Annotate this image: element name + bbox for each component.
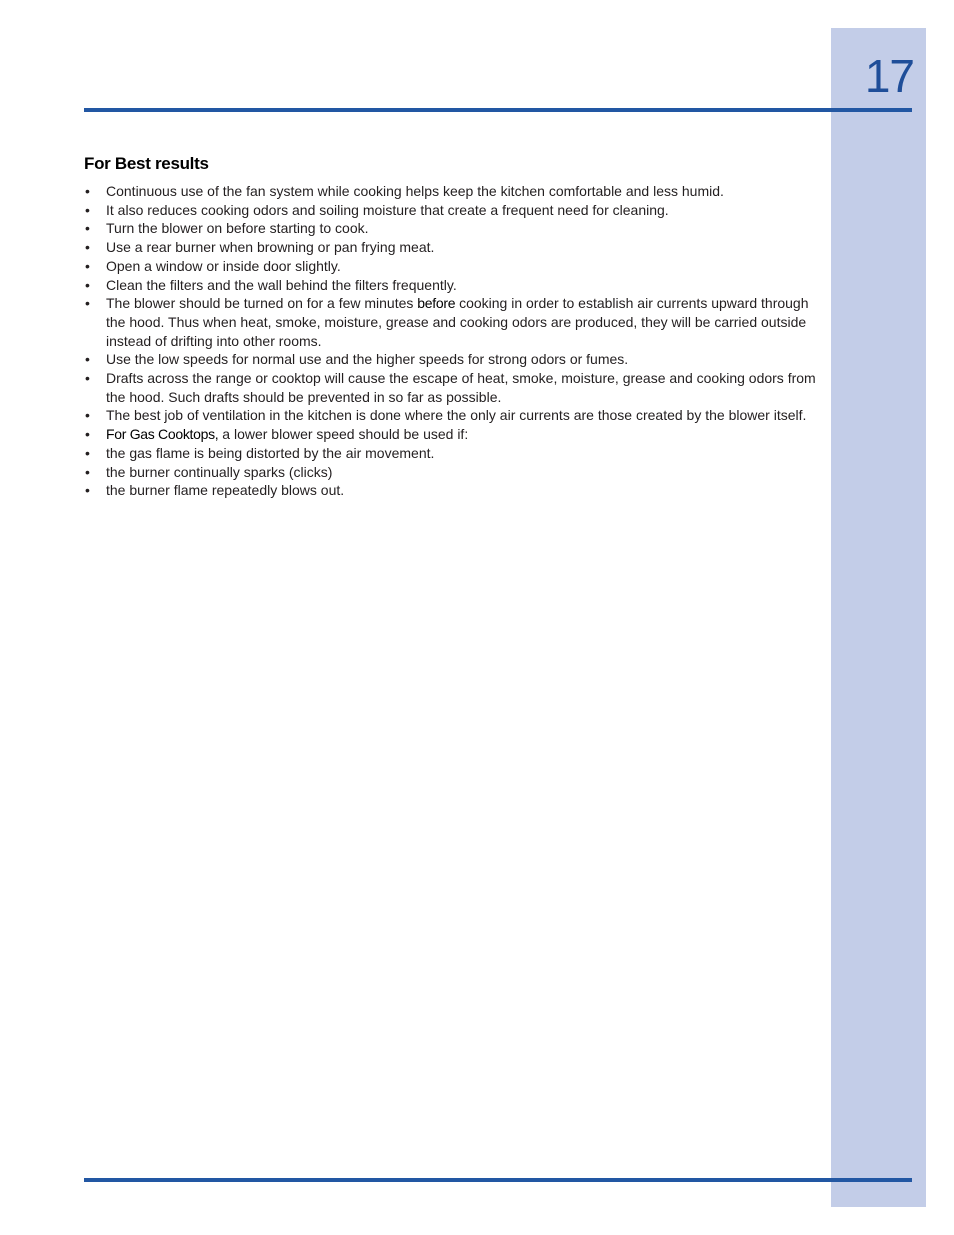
list-item-text: The blower should be turned on for a few minutes: [106, 295, 418, 312]
list-item: [84, 369, 819, 406]
list-item-text: Turn the blower on before starting to cook.: [106, 220, 369, 237]
list-item-text: a lower blower speed should be used if:: [218, 426, 469, 443]
bullet-icon: •: [85, 482, 90, 499]
list-item-text: the gas flame is being distorted by the air movement.: [106, 444, 435, 461]
list-item-text: the burner flame repeatedly blows out.: [106, 482, 345, 499]
bullet-icon: •: [85, 370, 90, 387]
header-rule: [84, 108, 912, 112]
bullet-icon: •: [85, 220, 90, 237]
bullet-list: [84, 182, 819, 500]
list-item-text: It also reduces cooking odors and soiling moisture that create a frequent need for cleaning.: [106, 201, 669, 218]
list-item: [84, 238, 819, 257]
list-item: [84, 481, 819, 500]
bullet-icon: •: [85, 201, 90, 218]
list-item: [84, 182, 819, 201]
list-item-text: Use a rear burner when browning or pan frying meat.: [106, 239, 435, 256]
list-item: [84, 276, 819, 295]
list-item-text: Continuous use of the fan system while cooking helps keep the kitchen comfortable and less humid.: [106, 183, 724, 199]
list-item-text: Clean the filters and the wall behind the filters frequently.: [106, 276, 457, 293]
section-heading: For Best results: [84, 154, 209, 173]
list-item-text: the burner continually sparks (clicks): [106, 463, 333, 480]
bullet-icon: •: [85, 463, 90, 480]
list-item-text: cooking in order to establish air currents upward through the hood. Thus when heat, smoke, moisture, grease and cooking odors are produced, they will be carried outside instead of drifting into other rooms.: [106, 295, 809, 349]
bullet-icon: •: [85, 257, 90, 274]
list-item-text: Open a window or inside door slightly.: [106, 257, 341, 274]
list-item: [84, 444, 819, 463]
bullet-icon: •: [85, 276, 90, 293]
list-item-text: The best job of ventilation in the kitchen is done where the only air currents are those created by the blower itself.: [106, 407, 807, 424]
emphasis-text: For Gas Cooktops,: [106, 426, 219, 443]
list-item: [84, 201, 819, 220]
bullet-icon: •: [85, 351, 90, 368]
bullet-icon: •: [85, 444, 90, 461]
list-item: [84, 257, 819, 276]
footer-rule: [84, 1178, 912, 1182]
emphasis-text: before: [417, 295, 456, 312]
list-item-text: Drafts across the range or cooktop will cause the escape of heat, smoke, moisture, grease and cooking odors from the hood. Such drafts should be prevented in so far as possible.: [106, 370, 816, 405]
list-item: [84, 294, 819, 350]
bullet-icon: •: [85, 239, 90, 256]
main-content: [84, 152, 819, 500]
list-item-text: Use the low speeds for normal use and the higher speeds for strong odors or fumes.: [106, 351, 629, 368]
bullet-icon: •: [85, 407, 90, 424]
list-item: [84, 463, 819, 482]
page-number: 17: [864, 50, 914, 102]
side-tab-band: [831, 28, 926, 1207]
bullet-icon: •: [85, 426, 90, 443]
list-item: [84, 406, 819, 425]
list-item: [84, 425, 819, 444]
list-item: [84, 350, 819, 369]
bullet-icon: •: [85, 295, 90, 312]
list-item: [84, 219, 819, 238]
bullet-icon: •: [85, 183, 90, 199]
